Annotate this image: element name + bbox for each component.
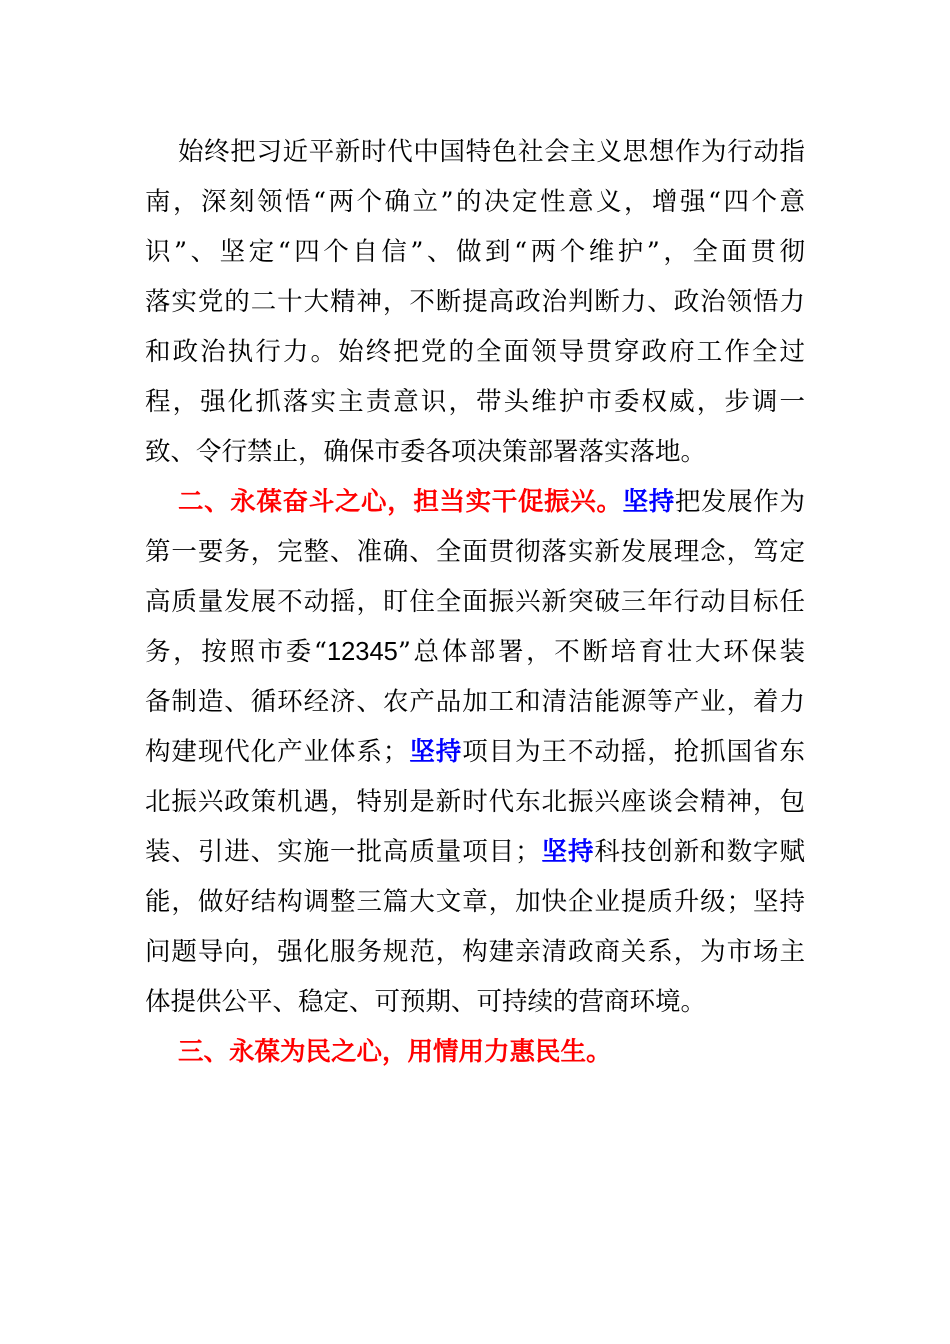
- paragraph-2-line-9: [145, 877, 805, 927]
- line-text: 能，做好结构调整三篇大文章，加快企业提质升级；坚持: [145, 887, 805, 917]
- paragraph-2-line-4: [145, 627, 805, 677]
- keyword-highlight: 坚持: [408, 737, 463, 767]
- section-heading-3: 三、永葆为民之心，用情用力惠民生。: [178, 1037, 612, 1067]
- section-heading-2: 二、永葆奋斗之心，担当实干促振兴。: [178, 487, 623, 517]
- paragraph-1-line-4: [145, 277, 805, 327]
- line-text: 南，深刻领悟“两个确立”的决定性意义，增强“四个意: [145, 187, 805, 217]
- line-text: 第一要务，完整、准确、全面贯彻落实新发展理念，笃定: [145, 537, 805, 567]
- line-text: 构建现代化产业体系；: [145, 737, 409, 767]
- line-text: 和政治执行力。始终把党的全面领导贯穿政府工作全过: [145, 337, 805, 367]
- paragraph-3: [145, 1027, 805, 1077]
- paragraph-1-line-3: [145, 227, 805, 277]
- document-body: [145, 127, 805, 1077]
- paragraph-3-line-1: [145, 1027, 805, 1077]
- line-text: 北振兴政策机遇，特别是新时代东北振兴座谈会精神，包: [145, 787, 805, 817]
- line-text: 识”、坚定“四个自信”、做到“两个维护”，全面贯彻: [145, 237, 805, 267]
- line-text: 落实党的二十大精神，不断提高政治判断力、政治领悟力: [145, 287, 805, 317]
- keyword-highlight: 坚持: [540, 837, 595, 867]
- line-text: 体提供公平、稳定、可预期、可持续的营商环境。: [145, 987, 707, 1017]
- line-text: 项目为王不动摇，抢抓国省东: [462, 737, 805, 767]
- paragraph-2-line-7: [145, 777, 805, 827]
- paragraph-2: [145, 477, 805, 1027]
- paragraph-1: [145, 127, 805, 477]
- line-text: 问题导向，强化服务规范，构建亲清政商关系，为市场主: [145, 937, 805, 967]
- line-text: ”总体部署，不断培育壮大环保装: [397, 637, 805, 667]
- line-text: 科技创新和数字赋: [594, 837, 805, 867]
- line-text: 始终把习近平新时代中国特色社会主义思想作为行动指: [178, 137, 805, 167]
- keyword-highlight: 坚持: [622, 487, 675, 517]
- line-text: 备制造、循环经济、农产品加工和清洁能源等产业，着力: [145, 687, 805, 717]
- line-text: 把发展作为: [674, 487, 805, 517]
- paragraph-1-line-7: [145, 427, 805, 477]
- line-text: 装、引进、实施一批高质量项目；: [145, 837, 541, 867]
- line-text: 程，强化抓落实主责意识，带头维护市委权威，步调一: [145, 387, 805, 417]
- paragraph-2-line-11: [145, 977, 805, 1027]
- paragraph-2-line-3: [145, 577, 805, 627]
- paragraph-2-line-2: [145, 527, 805, 577]
- paragraph-1-line-2: [145, 177, 805, 227]
- line-text: 高质量发展不动摇，盯住全面振兴新突破三年行动目标任: [145, 587, 805, 617]
- paragraph-2-line-6: [145, 727, 805, 777]
- paragraph-2-line-1: [145, 477, 805, 527]
- paragraph-2-line-10: [145, 927, 805, 977]
- paragraph-2-line-5: [145, 677, 805, 727]
- line-text: 致、令行禁止，确保市委各项决策部署落实落地。: [145, 437, 707, 467]
- paragraph-1-line-5: [145, 327, 805, 377]
- line-text-number: 12345: [326, 638, 398, 666]
- paragraph-1-line-6: [145, 377, 805, 427]
- paragraph-2-line-8: [145, 827, 805, 877]
- line-text: 务，按照市委“: [145, 637, 327, 667]
- paragraph-1-line-1: [145, 127, 805, 177]
